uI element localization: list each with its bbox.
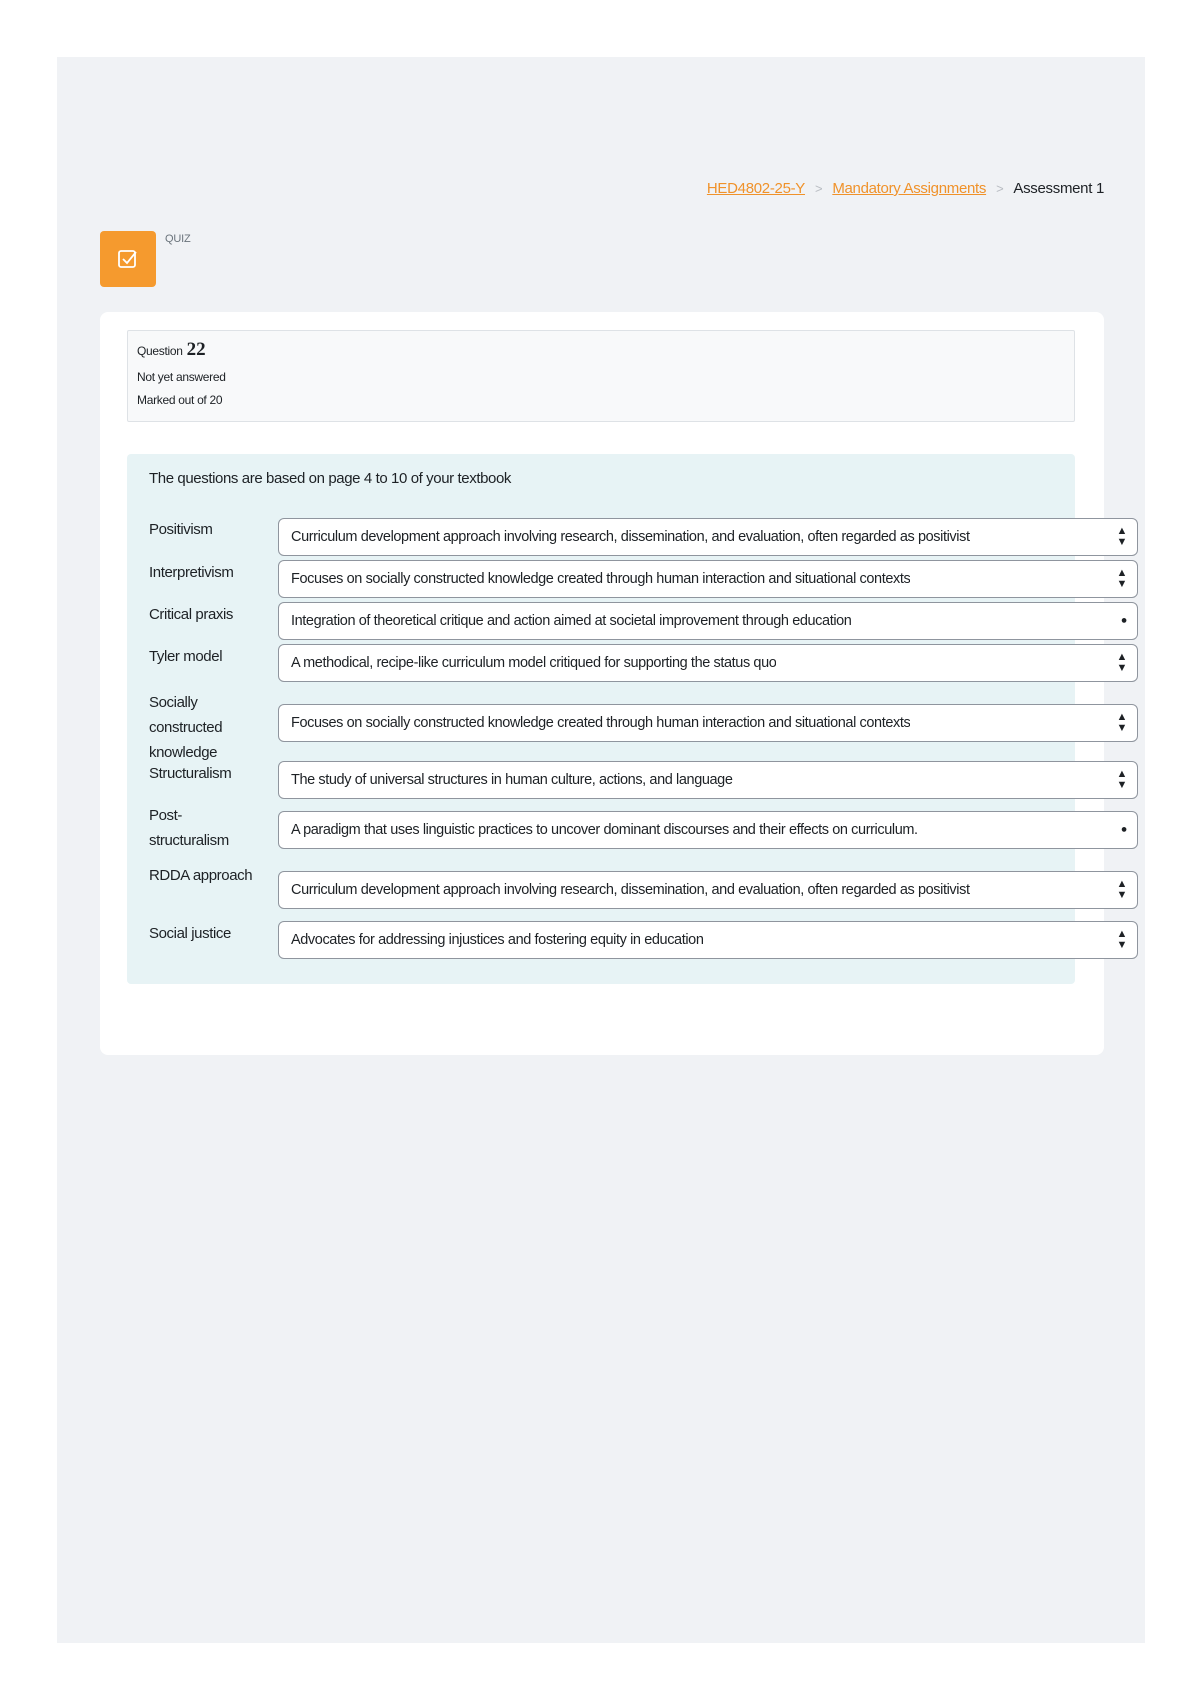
match-row xyxy=(149,761,1149,799)
question-card xyxy=(100,312,1127,1055)
match-row xyxy=(149,644,1149,682)
quiz-checkbox-icon xyxy=(100,231,156,287)
selected-value: Advocates for addressing injustices and fostering equity in education xyxy=(291,932,704,948)
selected-value: Curriculum development approach involving research, dissemination, and evaluation, often regarded as positivist xyxy=(291,882,970,898)
match-row xyxy=(149,803,1149,853)
question-info xyxy=(127,330,1075,422)
sort-arrows-icon: ▲ ▼ xyxy=(1116,878,1127,901)
breadcrumb-current: Assessment 1 xyxy=(1013,180,1104,197)
question-label: Question xyxy=(137,344,183,358)
match-answer-select[interactable] xyxy=(278,761,1138,799)
question-status: Not yet answered xyxy=(137,370,226,384)
match-answer-select[interactable] xyxy=(278,921,1138,959)
dropdown-dot-icon: ● xyxy=(1120,614,1127,627)
match-answer-select[interactable] xyxy=(278,560,1138,598)
sort-arrows-icon: ▲ ▼ xyxy=(1116,567,1127,590)
sort-arrows-icon: ▲ ▼ xyxy=(1116,651,1127,674)
match-term: Positivism xyxy=(149,521,213,538)
chevron-right-icon: > xyxy=(996,181,1004,196)
match-answer-select[interactable] xyxy=(278,602,1138,640)
match-answer-select[interactable] xyxy=(278,871,1138,909)
match-row xyxy=(149,602,1149,640)
match-row xyxy=(149,863,1149,913)
selected-value: A methodical, recipe-like curriculum model critiqued for supporting the status quo xyxy=(291,655,777,671)
match-term: Structuralism xyxy=(149,765,232,782)
question-text: The questions are based on page 4 to 10 of your textbook xyxy=(149,470,512,487)
question-number: 22 xyxy=(186,339,206,360)
sort-arrows-icon: ▲ ▼ xyxy=(1116,928,1127,951)
activity-type-label: QUIZ xyxy=(165,233,191,245)
dropdown-dot-icon: ● xyxy=(1120,823,1127,836)
question-content xyxy=(127,454,1127,984)
match-term: Post-structuralism xyxy=(149,807,229,849)
selected-value: Focuses on socially constructed knowledge created through human interaction and situational contexts xyxy=(291,715,911,731)
match-term: Tyler model xyxy=(149,648,223,665)
breadcrumb xyxy=(707,180,1104,197)
match-row xyxy=(149,560,1149,598)
match-term: Interpretivism xyxy=(149,564,234,581)
breadcrumb-course-link[interactable]: HED4802-25-Y xyxy=(706,180,806,197)
match-term: Social justice xyxy=(149,925,231,942)
selected-value: Focuses on socially constructed knowledge created through human interaction and situational contexts xyxy=(291,571,911,587)
match-answer-select[interactable] xyxy=(278,518,1138,556)
selected-value: A paradigm that uses linguistic practices to uncover dominant discourses and their effects on curriculum. xyxy=(291,822,918,838)
match-term: RDDA approach xyxy=(149,867,253,884)
sort-arrows-icon: ▲ ▼ xyxy=(1116,768,1127,791)
breadcrumb-section-link[interactable]: Mandatory Assignments xyxy=(832,180,987,197)
selected-value: The study of universal structures in human culture, actions, and language xyxy=(291,772,733,788)
match-answer-select[interactable] xyxy=(278,644,1138,682)
match-answer-select[interactable] xyxy=(278,704,1138,742)
selected-value: Integration of theoretical critique and action aimed at societal improvement through education xyxy=(291,613,852,629)
match-term: Socially constructed knowledge xyxy=(149,694,223,761)
chevron-right-icon: > xyxy=(815,181,823,196)
match-row xyxy=(149,518,1149,556)
selected-value: Curriculum development approach involving research, dissemination, and evaluation, often regarded as positivist xyxy=(291,529,970,545)
sort-arrows-icon: ▲ ▼ xyxy=(1116,711,1127,734)
match-row xyxy=(149,921,1149,959)
match-term: Critical praxis xyxy=(149,606,234,623)
match-answer-select[interactable] xyxy=(278,811,1138,849)
sort-arrows-icon: ▲ ▼ xyxy=(1116,525,1127,548)
question-marks: Marked out of 20 xyxy=(137,393,223,407)
match-row xyxy=(149,690,1149,765)
